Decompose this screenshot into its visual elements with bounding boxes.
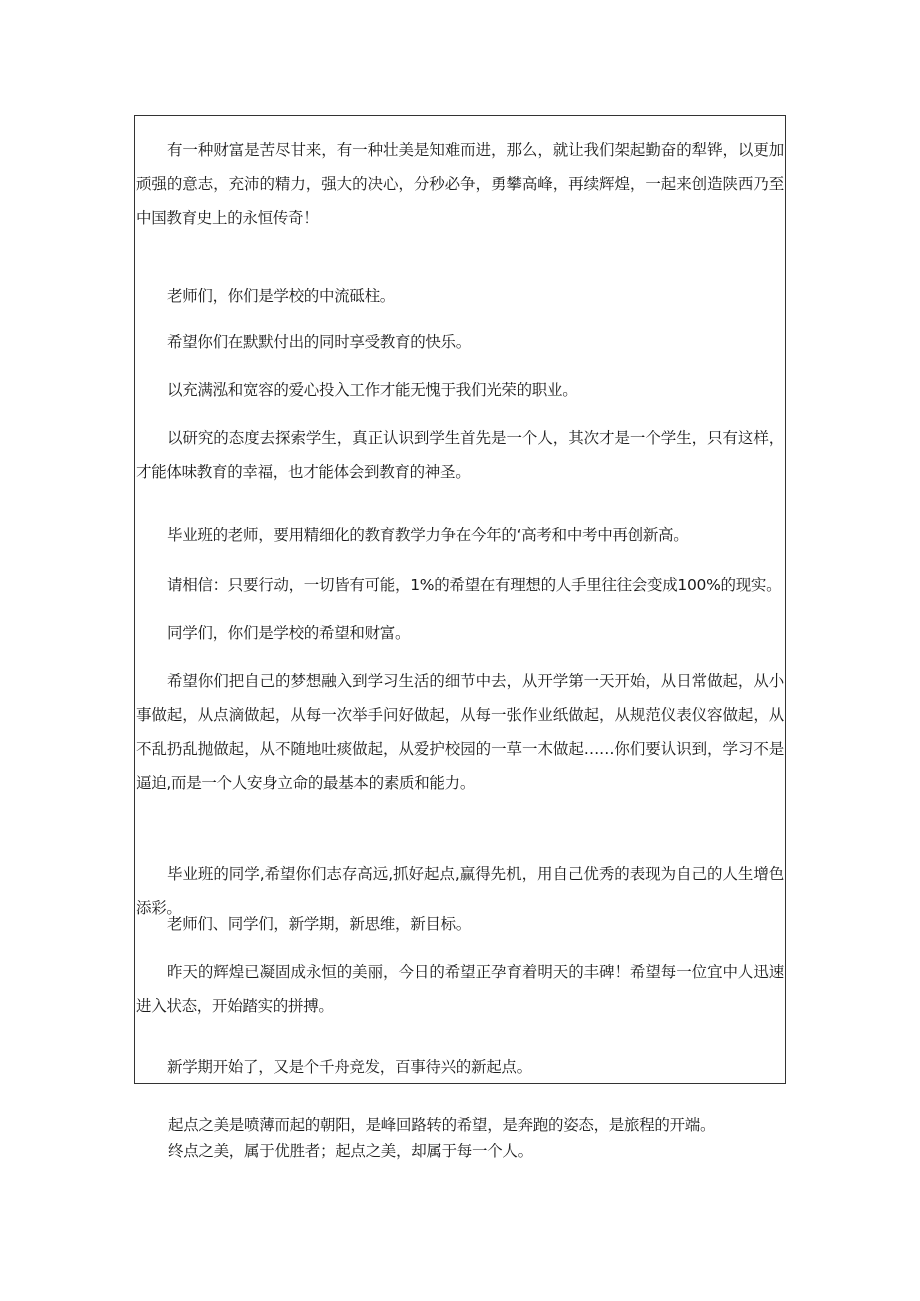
closing-line-2: 终点之美，属于优胜者；起点之美，却属于每一个人。 — [168, 1142, 533, 1160]
paragraph-1: 有一种财富是苦尽甘来，有一种壮美是知难而进，那么，就让我们架起勤奋的犁铧，以更加顽强的意志，充沛的精力，强大的决心，分秒必争，勇攀高峰，再续辉煌，一起来创造陕西乃至中国教育史上的永恒传奇！ — [136, 141, 784, 227]
closing-line-1: 起点之美是喷薄而起的朝阳，是峰回路转的希望，是奔跑的姿态，是旅程的开端。 — [168, 1116, 716, 1134]
paragraph-2: 老师们，你们是学校的中流砥柱。 — [167, 287, 396, 305]
paragraph-7: 请相信：只要行动，一切皆有可能，1%的希望在有理想的人手里往往会变成100%的现实。 — [167, 576, 782, 594]
paragraph-11: 老师们、同学们，新学期，新思维，新目标。 — [167, 915, 472, 933]
paragraph-3: 希望你们在默默付出的同时享受教育的快乐。 — [167, 333, 472, 351]
paragraph-6: 毕业班的老师，要用精细化的教育教学力争在今年的‘高考和中考中再创新高。 — [167, 526, 689, 544]
paragraph-9: 希望你们把自己的梦想融入到学习生活的细节中去，从开学第一天开始，从日常做起，从小事做起，从点滴做起，从每一次举手问好做起，从每一张作业纸做起，从规范仪表仪容做起，从不乱扔乱抛做起，从不随地吐痰做起，从爱护校园的一草一木做起……你们要认识到，学习不是逼迫,而是一个人安身立命的最基本的素质和能力。 — [136, 672, 784, 792]
paragraph-13: 新学期开始了，又是个千舟竞发，百事待兴的新起点。 — [167, 1058, 532, 1076]
paragraph-10: 毕业班的同学,希望你们志存高远,抓好起点,赢得先机，用自己优秀的表现为自己的人生增色添彩。 — [136, 865, 784, 917]
paragraph-12: 昨天的辉煌已凝固成永恒的美丽，今日的希望正孕育着明天的丰碑！希望每一位宜中人迅速进入状态，开始踏实的拼搏。 — [136, 963, 784, 1015]
paragraph-8: 同学们，你们是学校的希望和财富。 — [167, 624, 411, 642]
paragraph-5: 以研究的态度去探索学生，真正认识到学生首先是一个人，其次才是一个学生，只有这样，才能体味教育的幸福，也才能体会到教育的神圣。 — [136, 429, 784, 481]
paragraph-4: 以充满泓和宽容的爱心投入工作才能无愧于我们光荣的职业。 — [167, 381, 578, 399]
